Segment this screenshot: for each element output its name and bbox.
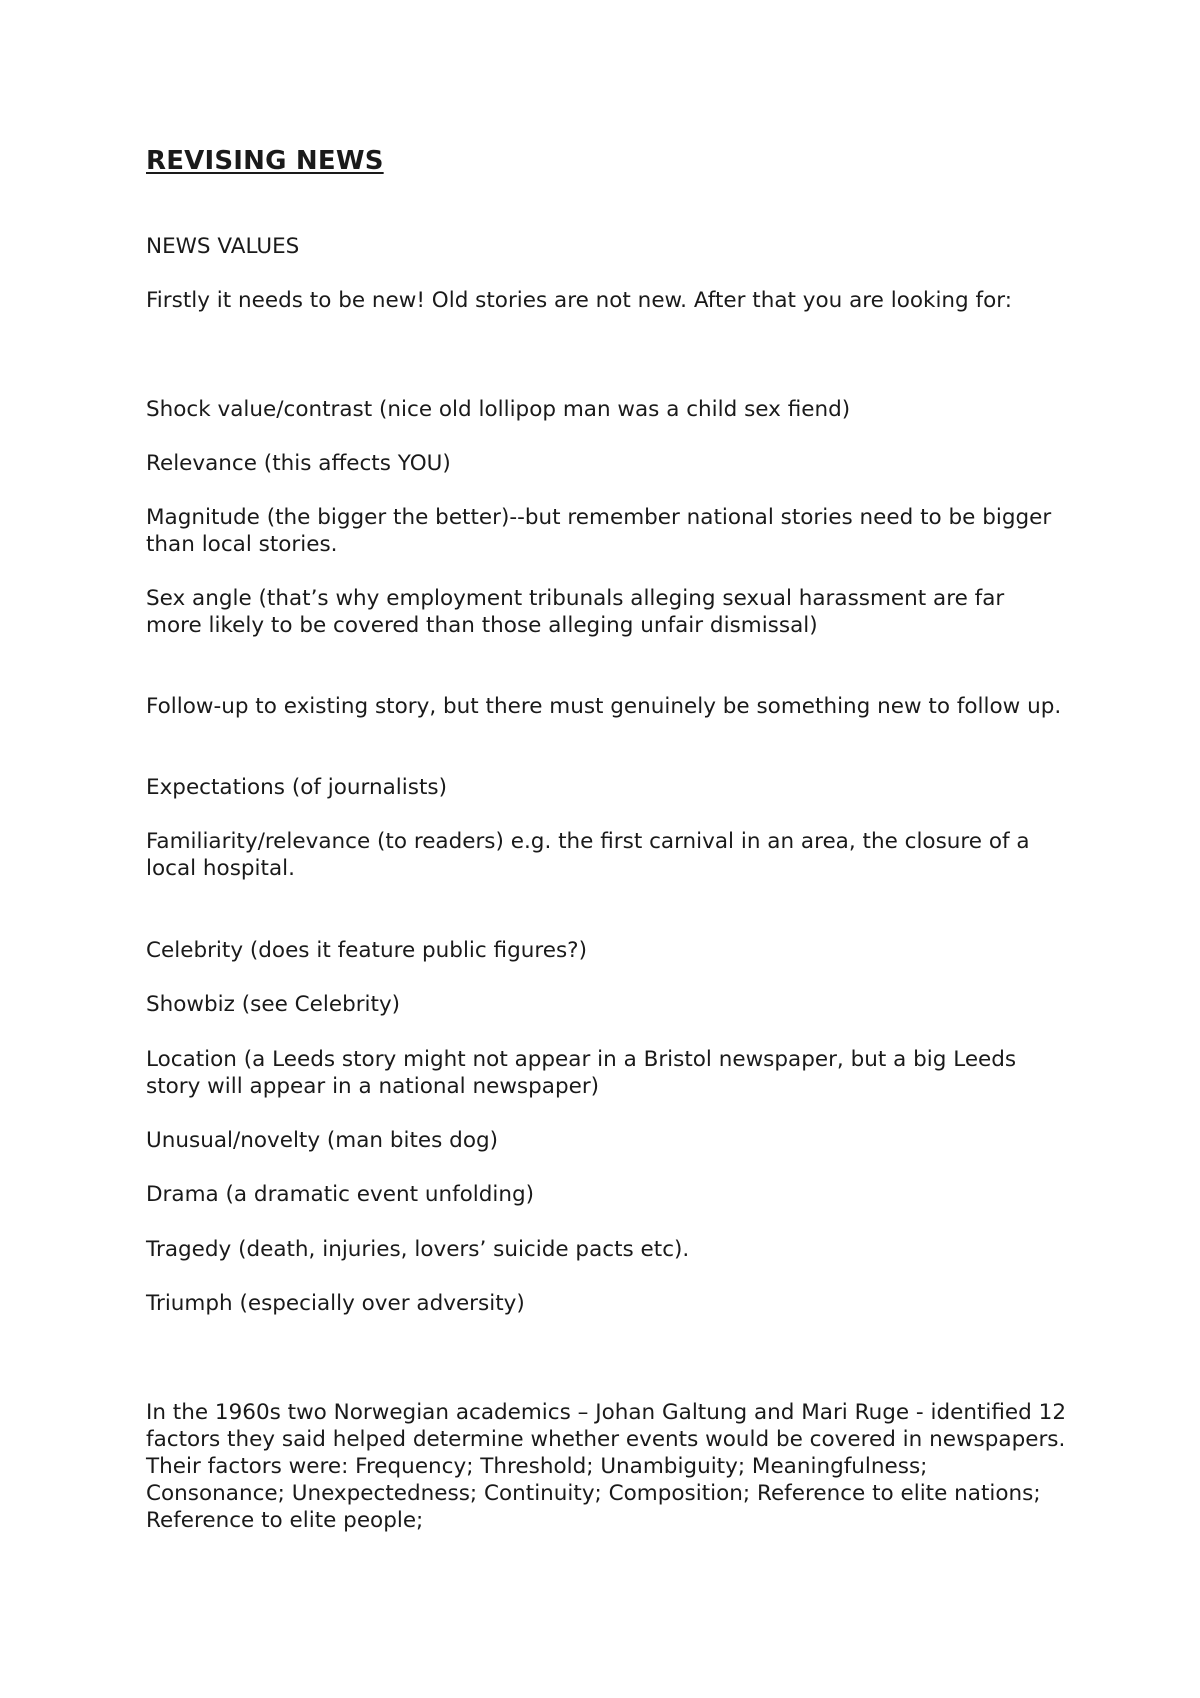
news-value-location: Location (a Leeds story might not appear in a Bristol newspaper, but a big Leeds story will appear in a national newspaper) bbox=[146, 1047, 1017, 1099]
news-value-magnitude: Magnitude (the bigger the better)--but remember national stories need to be bigger than local stories. bbox=[146, 505, 1052, 557]
section-heading: NEWS VALUES bbox=[146, 234, 300, 259]
news-value-celebrity: Celebrity (does it feature public figures?) bbox=[146, 938, 587, 963]
intro-paragraph: Firstly it needs to be new! Old stories are not new. After that you are looking for: bbox=[146, 288, 1012, 313]
news-value-sex-angle: Sex angle (that’s why employment tribunals alleging sexual harassment are far more likely to be covered than those alleging unfair dismissal) bbox=[146, 586, 1005, 638]
galtung-ruge-paragraph: In the 1960s two Norwegian academics – Johan Galtung and Mari Ruge - identified 12 factors they said helped determine whether events would be covered in newspapers. Their factors were: Frequency; Threshold; Unambiguity; Meaningfulness; Consonance; Unexpectedness; Continuity; Composition; Reference to elite nations; Reference to elite people; bbox=[146, 1400, 1066, 1533]
news-value-shock: Shock value/contrast (nice old lollipop man was a child sex fiend) bbox=[146, 397, 851, 422]
news-value-expectations: Expectations (of journalists) bbox=[146, 775, 447, 800]
news-value-showbiz: Showbiz (see Celebrity) bbox=[146, 992, 401, 1017]
news-value-drama: Drama (a dramatic event unfolding) bbox=[146, 1182, 535, 1207]
news-value-unusual: Unusual/novelty (man bites dog) bbox=[146, 1128, 499, 1153]
news-value-tragedy: Tragedy (death, injuries, lovers’ suicide pacts etc). bbox=[146, 1237, 690, 1262]
news-value-relevance: Relevance (this affects YOU) bbox=[146, 451, 451, 476]
page-title: REVISING NEWS bbox=[146, 146, 384, 176]
news-value-familiarity: Familiarity/relevance (to readers) e.g. the first carnival in an area, the closure of a local hospital. bbox=[146, 829, 1030, 881]
news-value-follow-up: Follow-up to existing story, but there must genuinely be something new to follow up. bbox=[146, 694, 1062, 719]
news-value-triumph: Triumph (especially over adversity) bbox=[146, 1291, 525, 1316]
